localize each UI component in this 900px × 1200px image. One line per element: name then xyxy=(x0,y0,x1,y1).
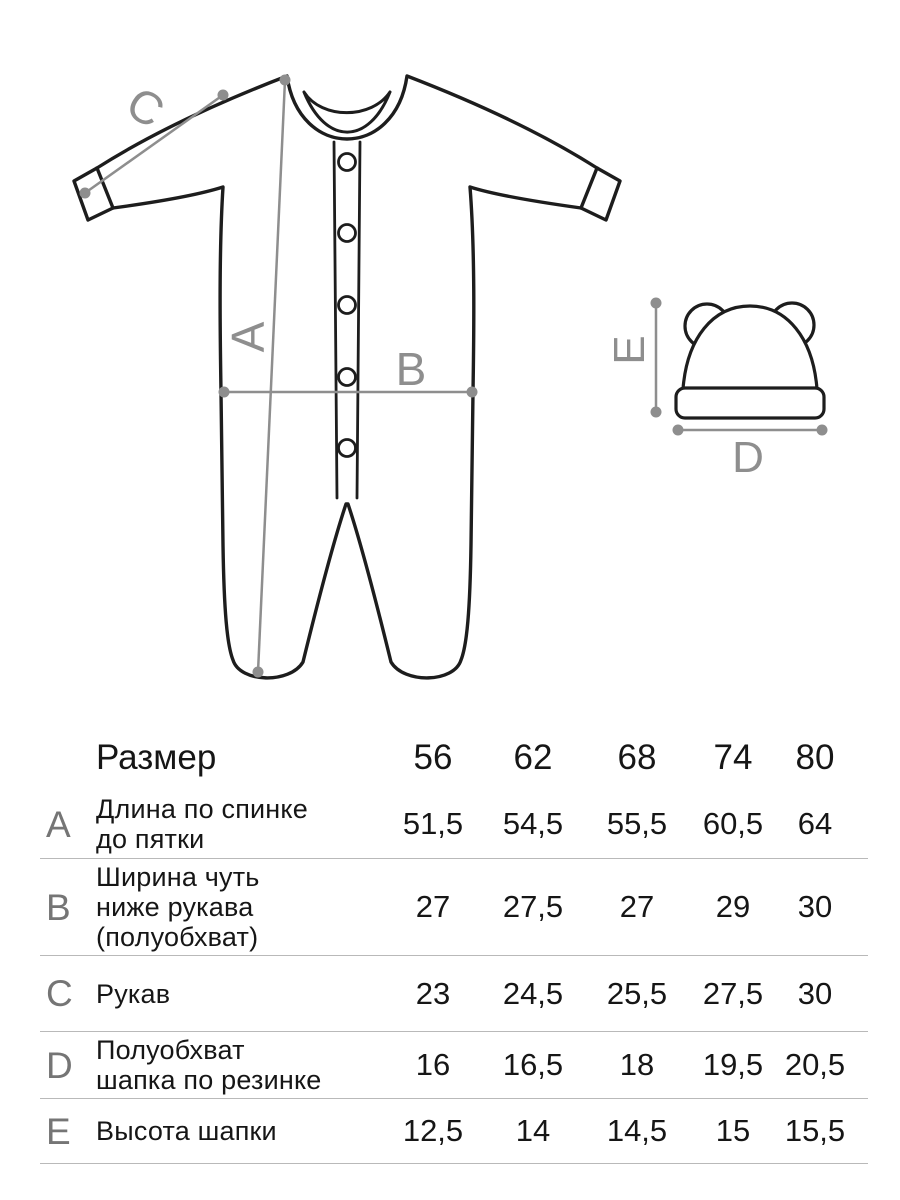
measure-dot xyxy=(253,667,264,678)
size-80: 80 xyxy=(795,738,835,777)
cell-value: 51,5 xyxy=(402,806,464,841)
measure-label-d: D xyxy=(732,433,764,482)
table-row-b xyxy=(40,859,868,956)
cell-value: 20,5 xyxy=(784,1047,846,1082)
cell-value: 30 xyxy=(797,975,833,1011)
row-letter: E xyxy=(46,1110,71,1152)
snap-button xyxy=(339,154,356,171)
cell-value: 25,5 xyxy=(606,975,668,1011)
cell-value: 24,5 xyxy=(502,975,564,1011)
measure-label-e: E xyxy=(605,335,654,365)
size-74: 74 xyxy=(713,738,753,777)
snap-button xyxy=(339,297,356,314)
cell-value: 15,5 xyxy=(784,1113,846,1148)
cell-value: 30 xyxy=(797,889,833,924)
row-label: Длина по спинке до пятки xyxy=(96,794,308,854)
cell-value: 27,5 xyxy=(502,889,564,924)
cell-value: 60,5 xyxy=(702,806,764,841)
measure-dot xyxy=(817,425,828,436)
cell-value: 12,5 xyxy=(402,1113,464,1148)
cell-value: 16 xyxy=(415,1047,451,1082)
measure-dot xyxy=(673,425,684,436)
table-row-a xyxy=(40,790,868,859)
row-letter: C xyxy=(46,973,73,1014)
row-label: Рукав xyxy=(96,978,171,1009)
cell-value: 23 xyxy=(415,975,451,1011)
measure-dot xyxy=(80,188,91,199)
measure-label-a: A xyxy=(222,321,274,353)
cell-value: 19,5 xyxy=(702,1047,764,1082)
row-label: Высота шапки xyxy=(96,1116,277,1146)
row-letter: A xyxy=(46,803,71,845)
cell-value: 54,5 xyxy=(502,806,564,841)
snap-button xyxy=(339,440,356,457)
row-letter: B xyxy=(46,886,71,928)
hat-brim xyxy=(676,388,824,418)
size-table xyxy=(40,726,868,1164)
cell-value: 16,5 xyxy=(502,1047,564,1082)
measure-label-b: B xyxy=(395,343,427,395)
measure-label-c: C xyxy=(117,76,174,139)
cell-value: 18 xyxy=(619,1047,655,1082)
measure-dot xyxy=(467,387,478,398)
table-row-c xyxy=(40,956,868,1032)
measure-dot xyxy=(219,387,230,398)
snap-button xyxy=(339,369,356,386)
cell-value: 27,5 xyxy=(702,975,764,1011)
table-row-e xyxy=(40,1099,868,1164)
size-header-label: Размер xyxy=(96,738,217,777)
size-62: 62 xyxy=(513,738,553,777)
cell-value: 27 xyxy=(619,889,655,924)
size-56: 56 xyxy=(413,738,453,777)
measure-dot xyxy=(651,298,662,309)
row-letter: D xyxy=(46,1044,73,1086)
cell-value: 55,5 xyxy=(606,806,668,841)
size-table-header xyxy=(40,726,868,790)
collar-crescent xyxy=(304,92,390,132)
measure-dot xyxy=(280,75,291,86)
row-label: Полуобхват шапка по резинке xyxy=(96,1035,322,1095)
cell-value: 29 xyxy=(715,889,751,924)
snap-button xyxy=(339,225,356,242)
measure-dot xyxy=(218,90,229,101)
cell-value: 27 xyxy=(415,889,451,924)
size-68: 68 xyxy=(617,738,657,777)
cell-value: 15 xyxy=(715,1113,751,1148)
cell-value: 14 xyxy=(515,1113,551,1148)
cell-value: 64 xyxy=(797,806,833,841)
row-label: Ширина чуть ниже рукава (полуобхват) xyxy=(96,862,260,952)
measure-dot xyxy=(651,407,662,418)
cell-value: 14,5 xyxy=(606,1113,668,1148)
table-row-d xyxy=(40,1032,868,1099)
